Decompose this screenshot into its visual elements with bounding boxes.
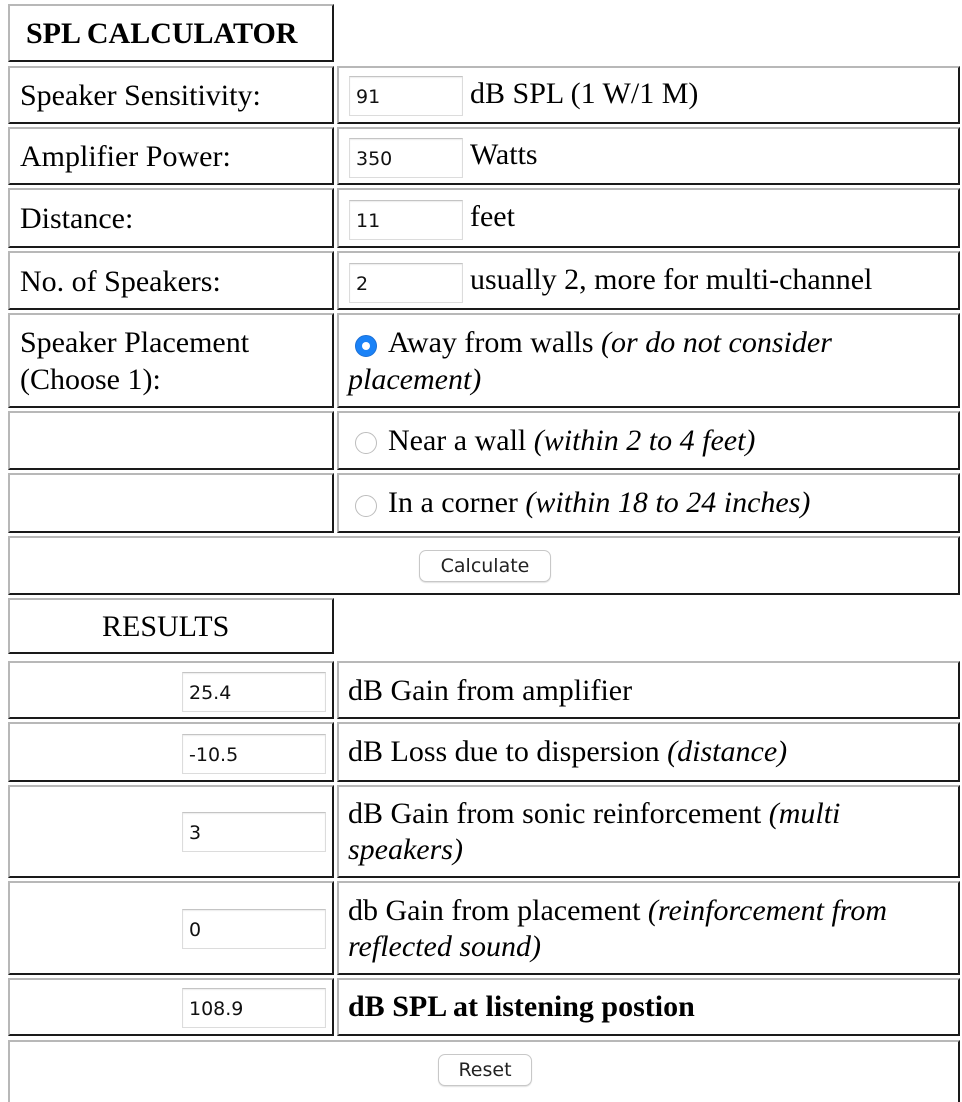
power-label-cell: [8, 127, 334, 185]
result-placement-value-cell: [8, 881, 334, 975]
option-wall-note: (within 2 to 4 feet): [533, 424, 756, 457]
option-away-note-2: placement): [348, 363, 482, 396]
radio-in-a-corner[interactable]: [355, 495, 377, 517]
result-dispersion-text: dB Loss due to dispersion: [348, 735, 660, 768]
speakers-unit: usually 2, more for multi-channel: [470, 263, 873, 296]
power-input[interactable]: 350: [349, 138, 463, 178]
speakers-input[interactable]: 2: [349, 263, 463, 303]
option-wall-label: [388, 423, 755, 459]
distance-label: Distance:: [20, 202, 134, 235]
option-away-label: [388, 325, 832, 361]
result-placement-note: (reinforcement from: [647, 894, 888, 927]
placement-option-corner-cell: [337, 473, 960, 533]
option-corner-note: (within 18 to 24 inches): [525, 486, 811, 519]
result-placement-note-2: reflected sound): [348, 930, 541, 963]
placement-label-line2: (Choose 1):: [20, 363, 161, 396]
option-corner-text: In a corner: [388, 486, 518, 519]
result-placement-label-cell: [337, 881, 960, 975]
option-away-text: Away from walls: [388, 326, 594, 359]
result-total-value-cell: [8, 978, 334, 1036]
result-amp-value-cell: [8, 661, 334, 719]
result-dispersion-note: (distance): [667, 735, 788, 768]
result-dispersion-label-cell: [337, 722, 960, 782]
result-sonic-label-cell: [337, 785, 960, 878]
calculate-button[interactable]: Calculate: [419, 550, 551, 582]
radio-away-from-walls[interactable]: [355, 335, 377, 357]
speakers-label-cell: [8, 251, 334, 310]
placement-option-wall-cell: [337, 411, 960, 470]
title-cell: [8, 4, 334, 62]
reset-button[interactable]: Reset: [438, 1054, 532, 1086]
option-corner-label: [388, 485, 810, 521]
distance-input[interactable]: 11: [349, 200, 463, 240]
result-amp-label: dB Gain from amplifier: [348, 674, 633, 707]
radio-near-a-wall[interactable]: [355, 432, 377, 454]
speakers-label: No. of Speakers:: [20, 265, 221, 298]
result-sonic-text: dB Gain from sonic reinforcement: [348, 797, 762, 830]
sensitivity-unit: dB SPL (1 W/1 M): [470, 77, 699, 110]
option-away-note-line2: [348, 362, 481, 398]
calculate-cell: [8, 536, 960, 595]
sensitivity-label: Speaker Sensitivity:: [20, 79, 261, 112]
distance-unit: feet: [470, 200, 515, 233]
result-total-spl-field[interactable]: 108.9: [182, 988, 326, 1028]
result-placement-gain-field[interactable]: 0: [182, 909, 326, 949]
result-placement-text: db Gain from placement: [348, 894, 641, 927]
result-amp-label-cell: [337, 661, 960, 719]
result-placement-label-line2: [348, 929, 541, 965]
option-away-note: (or do not consider: [601, 326, 832, 359]
distance-value-cell: [337, 188, 960, 248]
power-label: Amplifier Power:: [20, 140, 231, 173]
results-heading: RESULTS: [102, 610, 230, 643]
distance-label-cell: [8, 188, 334, 248]
result-amp-gain-field[interactable]: 25.4: [182, 672, 326, 712]
result-sonic-note-2: speakers): [348, 833, 463, 866]
sensitivity-value-cell: [337, 66, 960, 124]
result-sonic-note: (multi: [768, 797, 841, 830]
speakers-value-cell: [337, 251, 960, 310]
reset-cell: [8, 1040, 960, 1102]
placement-label-line1: Speaker Placement: [20, 326, 250, 359]
result-sonic-value-cell: [8, 785, 334, 878]
result-placement-label: [348, 893, 887, 929]
placement-option-away-cell: [337, 313, 960, 408]
result-total-label-cell: [337, 978, 960, 1036]
result-dispersion-loss-field[interactable]: -10.5: [182, 734, 326, 774]
result-dispersion-value-cell: [8, 722, 334, 782]
sensitivity-input[interactable]: 91: [349, 76, 463, 116]
result-dispersion-label: [348, 734, 787, 770]
result-sonic-gain-field[interactable]: 3: [182, 812, 326, 852]
result-total-label: dB SPL at listening postion: [348, 990, 695, 1023]
option-wall-text: Near a wall: [388, 424, 527, 457]
empty-cell-corner: [8, 473, 334, 533]
page-title: SPL CALCULATOR: [26, 17, 298, 50]
result-sonic-label-line2: [348, 832, 463, 868]
placement-label-cell: [8, 313, 334, 408]
sensitivity-label-cell: [8, 66, 334, 124]
power-value-cell: [337, 127, 960, 185]
empty-cell-near-wall: [8, 411, 334, 470]
result-sonic-label: [348, 796, 840, 832]
power-unit: Watts: [470, 138, 538, 171]
results-heading-cell: [8, 598, 334, 654]
